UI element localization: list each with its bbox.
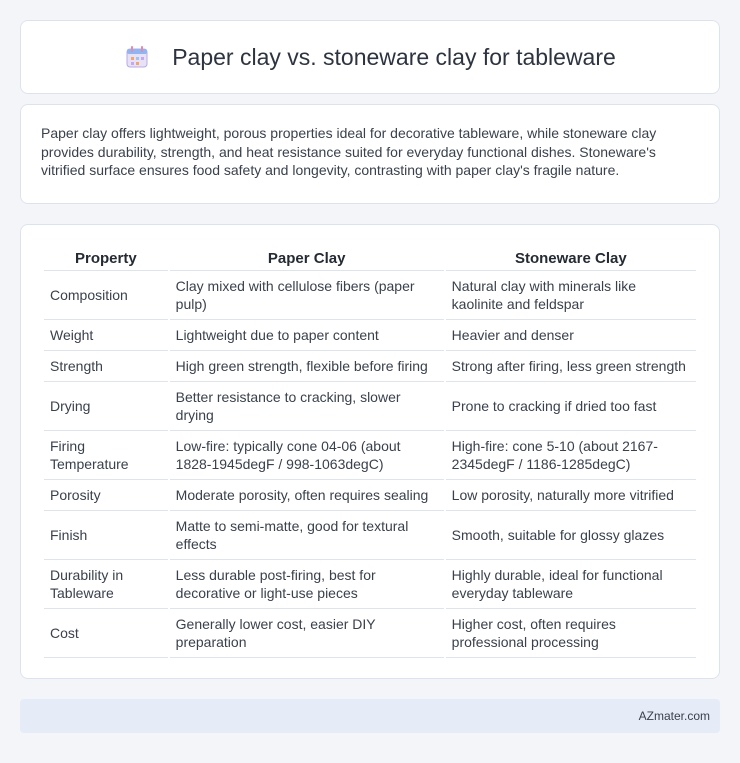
table-row <box>44 609 696 658</box>
stoneware-clay-cell: Higher cost, often requires professional processing <box>446 609 696 658</box>
column-header: Paper Clay <box>170 241 444 271</box>
table-row <box>44 320 696 351</box>
paper-clay-cell: Low-fire: typically cone 04-06 (about 1828-1945degF / 998-1063degC) <box>170 431 444 480</box>
stoneware-clay-cell: Smooth, suitable for glossy glazes <box>446 511 696 560</box>
property-cell: Strength <box>44 351 168 382</box>
stoneware-clay-cell: Heavier and denser <box>446 320 696 351</box>
property-cell: Weight <box>44 320 168 351</box>
stoneware-clay-cell: Natural clay with minerals like kaolinite and feldspar <box>446 271 696 320</box>
comparison-table <box>42 241 698 658</box>
column-header: Stoneware Clay <box>446 241 696 271</box>
table-row <box>44 382 696 431</box>
stoneware-clay-cell: High-fire: cone 5-10 (about 2167-2345degF / 1186-1285degC) <box>446 431 696 480</box>
table-row <box>44 351 696 382</box>
stoneware-clay-cell: Highly durable, ideal for functional everyday tableware <box>446 560 696 609</box>
table-row <box>44 480 696 511</box>
table-row <box>44 560 696 609</box>
stoneware-clay-cell: Prone to cracking if dried too fast <box>446 382 696 431</box>
paper-clay-cell: Clay mixed with cellulose fibers (paper pulp) <box>170 271 444 320</box>
table-row <box>44 271 696 320</box>
property-cell: Durability in Tableware <box>44 560 168 609</box>
calendar-icon <box>124 44 150 70</box>
stoneware-clay-cell: Low porosity, naturally more vitrified <box>446 480 696 511</box>
paper-clay-cell: High green strength, flexible before firing <box>170 351 444 382</box>
intro-text: Paper clay offers lightweight, porous properties ideal for decorative tableware, while stoneware clay provides durability, strength, and heat resistance suited for everyday functional dishes. Stoneware's vitrified surface ensures food safety and longevity, contrasting with paper clay's fragile nature. <box>41 125 657 179</box>
property-cell: Firing Temperature <box>44 431 168 480</box>
property-cell: Porosity <box>44 480 168 511</box>
page-title: Paper clay vs. stoneware clay for tableware <box>172 43 616 70</box>
table-header-row <box>44 241 696 271</box>
property-cell: Composition <box>44 271 168 320</box>
property-cell: Finish <box>44 511 168 560</box>
footer-brand[interactable]: AZmater.com <box>638 709 710 723</box>
property-cell: Drying <box>44 382 168 431</box>
stoneware-clay-cell: Strong after firing, less green strength <box>446 351 696 382</box>
intro-card <box>20 104 720 204</box>
footer <box>20 699 720 733</box>
paper-clay-cell: Moderate porosity, often requires sealing <box>170 480 444 511</box>
table-row <box>44 431 696 480</box>
property-cell: Cost <box>44 609 168 658</box>
table-card <box>20 224 720 679</box>
paper-clay-cell: Better resistance to cracking, slower drying <box>170 382 444 431</box>
paper-clay-cell: Lightweight due to paper content <box>170 320 444 351</box>
paper-clay-cell: Generally lower cost, easier DIY preparation <box>170 609 444 658</box>
paper-clay-cell: Matte to semi-matte, good for textural effects <box>170 511 444 560</box>
column-header: Property <box>44 241 168 271</box>
table-row <box>44 511 696 560</box>
paper-clay-cell: Less durable post-firing, best for decorative or light-use pieces <box>170 560 444 609</box>
title-card <box>20 20 720 94</box>
